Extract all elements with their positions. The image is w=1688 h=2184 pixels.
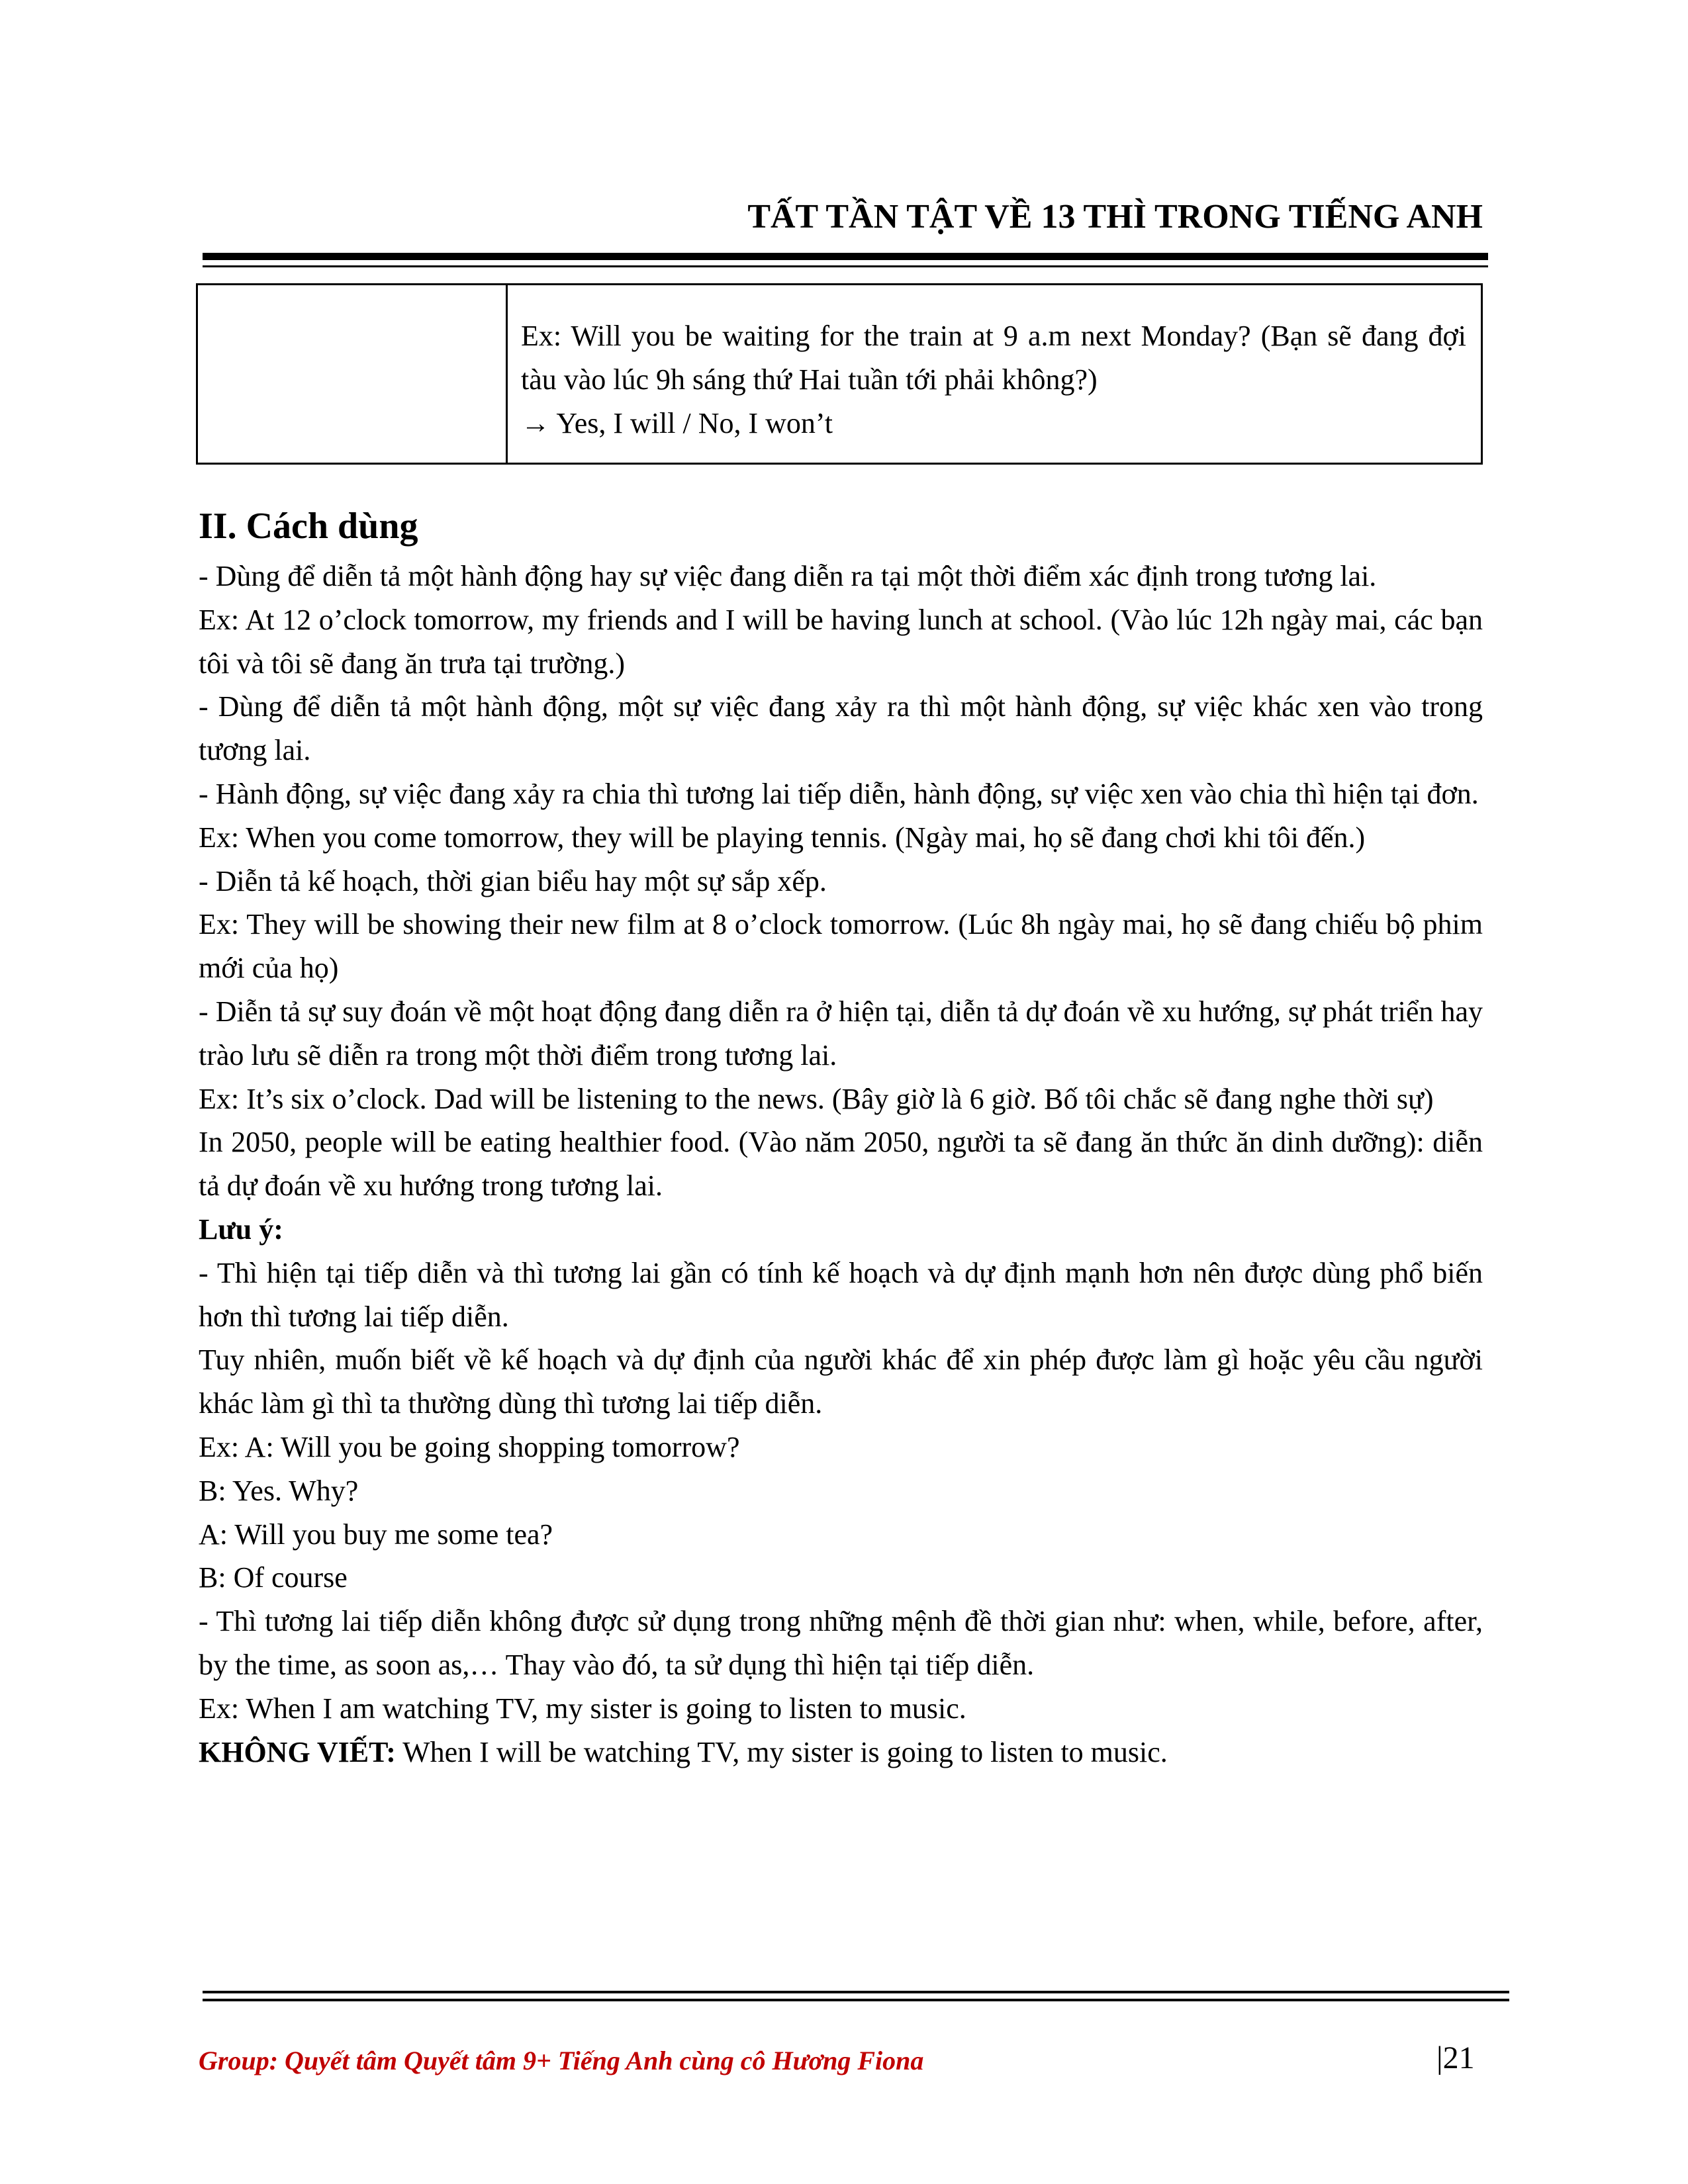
footer-group-name: Group: Quyết tâm Quyết tâm 9+ Tiếng Anh cùng cô Hương Fiona bbox=[199, 2046, 924, 2075]
note-paragraph: Ex: When I am watching TV, my sister is going to listen to music. bbox=[199, 1692, 966, 1725]
note-paragraph: - Thì tương lai tiếp diễn không được sử dụng trong những mệnh đề thời gian như: when, while, before, after, by the time, as soon as,… Thay vào đó, ta sử dụng thì hiện tại tiếp diễn. bbox=[199, 1605, 1483, 1681]
paragraph: In 2050, people will be eating healthier food. (Vào năm 2050, người ta sẽ đang ăn thức ăn dinh dưỡng): diễn tả dự đoán về xu hướng trong tương lai. bbox=[199, 1126, 1483, 1203]
table-answer: → Yes, I will / No, I won’t bbox=[521, 407, 833, 439]
note-paragraph: B: Of course bbox=[199, 1561, 348, 1594]
paragraph: Ex: At 12 o’clock tomorrow, my friends and I will be having lunch at school. (Vào lúc 12h ngày mai, các bạn tôi và tôi sẽ đang ăn trưa tại trường.) bbox=[199, 603, 1483, 680]
paragraph: - Dùng để diễn tả một hành động, một sự việc đang xảy ra thì một hành động, sự việc khác xen vào trong tương lai. bbox=[199, 690, 1483, 767]
paragraph: Ex: When you come tomorrow, they will be playing tennis. (Ngày mai, họ sẽ đang chơi khi tôi đến.) bbox=[199, 821, 1366, 854]
paragraph: - Hành động, sự việc đang xảy ra chia thì tương lai tiếp diễn, hành động, sự việc xen vào chia thì hiện tại đơn. bbox=[199, 777, 1479, 810]
footer-rule bbox=[203, 1991, 1509, 2001]
section-heading: II. Cách dùng bbox=[199, 506, 418, 547]
final-note bbox=[199, 1731, 1483, 1774]
table-left-cell bbox=[198, 285, 508, 463]
paragraph: - Dùng để diễn tả một hành động hay sự việc đang diễn ra tại một thời điểm xác định trong tương lai. bbox=[199, 560, 1377, 592]
paragraph: - Diễn tả sự suy đoán về một hoạt động đang diễn ra ở hiện tại, diễn tả dự đoán về xu hướng, sự phát triển hay trào lưu sẽ diễn ra trong một thời điểm trong tương lai. bbox=[199, 995, 1483, 1071]
note-label: Lưu ý: bbox=[199, 1212, 283, 1246]
paragraph: Ex: It’s six o’clock. Dad will be listening to the news. (Bây giờ là 6 giờ. Bố tôi chắc sẽ đang nghe thời sự) bbox=[199, 1082, 1434, 1115]
body-text bbox=[199, 555, 1483, 1774]
continued-table bbox=[196, 283, 1483, 465]
header-rule bbox=[203, 253, 1488, 267]
page-number: |21 bbox=[1436, 2040, 1475, 2075]
table-example: Ex: Will you be waiting for the train at 9 a.m next Monday? (Bạn sẽ đang đợi tàu vào lúc 9h sáng thứ Hai tuần tới phải không?) bbox=[521, 320, 1466, 396]
note-paragraph: Ex: A: Will you be going shopping tomorrow? bbox=[199, 1430, 740, 1463]
note-paragraph: - Thì hiện tại tiếp diễn và thì tương lai gần có tính kế hoạch và dự định mạnh hơn nên được dùng phổ biến hơn thì tương lai tiếp diễn. bbox=[199, 1256, 1483, 1333]
table-right-cell bbox=[508, 285, 1481, 463]
paragraph: - Diễn tả kế hoạch, thời gian biểu hay một sự sắp xếp. bbox=[199, 864, 827, 897]
final-note-text: When I will be watching TV, my sister is going to listen to music. bbox=[395, 1735, 1168, 1768]
note-paragraph: A: Will you buy me some tea? bbox=[199, 1518, 553, 1551]
page-title: TẤT TẦN TẬT VỀ 13 THÌ TRONG TIẾNG ANH bbox=[747, 198, 1483, 236]
note-paragraph: B: Yes. Why? bbox=[199, 1474, 359, 1507]
note-paragraph: Tuy nhiên, muốn biết về kế hoạch và dự định của người khác để xin phép được làm gì hoặc yêu cầu người khác làm gì thì ta thường dùng thì tương lai tiếp diễn. bbox=[199, 1343, 1483, 1420]
final-note-label: KHÔNG VIẾT: bbox=[199, 1735, 396, 1768]
paragraph: Ex: They will be showing their new film at 8 o’clock tomorrow. (Lúc 8h ngày mai, họ sẽ đang chiếu bộ phim mới của họ) bbox=[199, 908, 1483, 985]
